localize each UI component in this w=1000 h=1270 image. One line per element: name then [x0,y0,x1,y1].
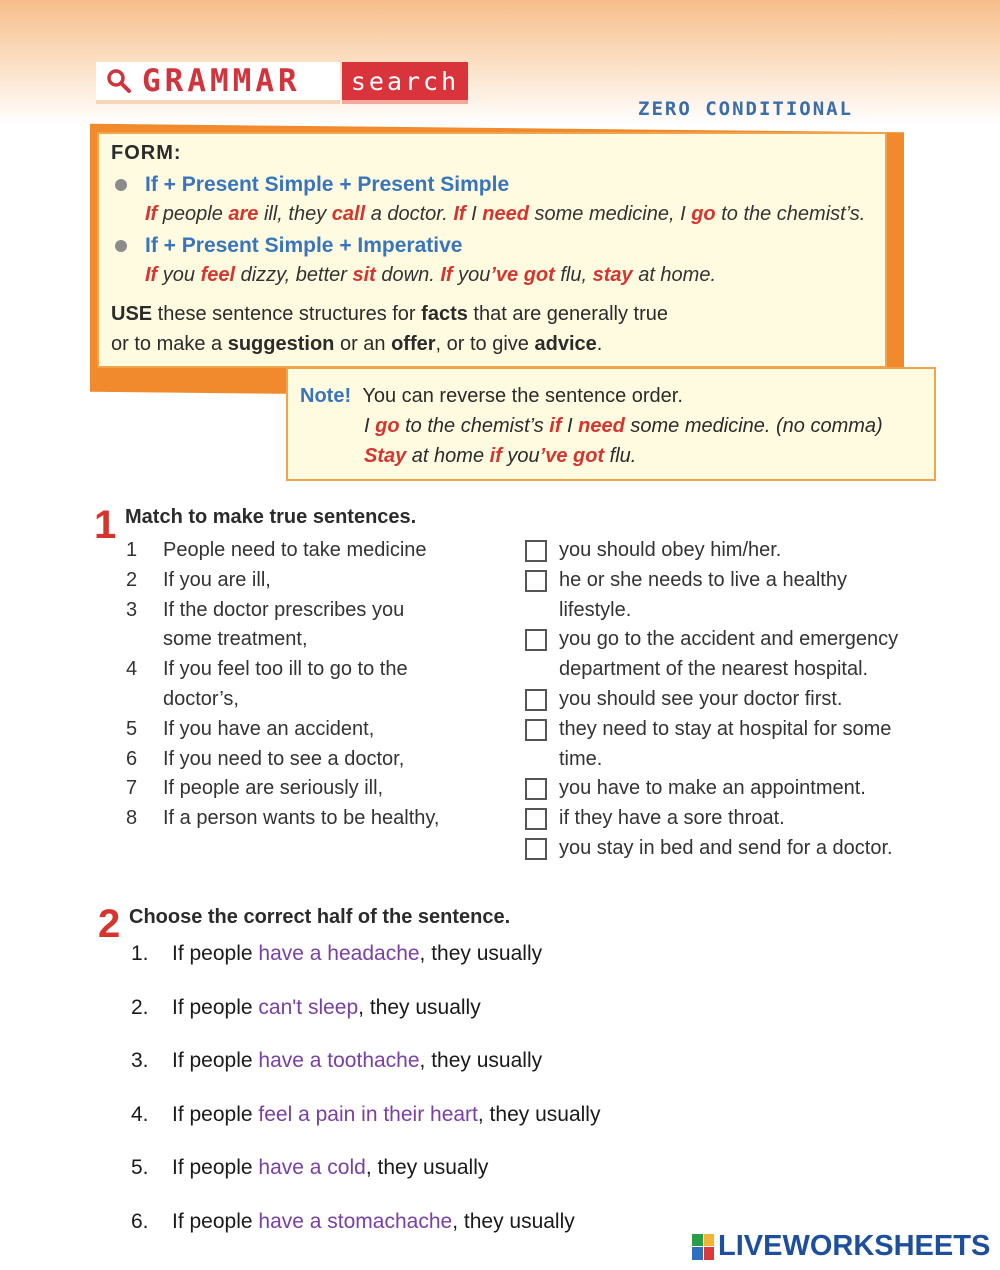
search-word: search [342,62,468,104]
form-formula: If + Present Simple + Imperative [145,234,463,257]
use-text-segment: or an [334,333,392,355]
question-highlight: have a headache [258,942,420,965]
grammar-label-area [96,62,340,104]
use-text-segment: these sentence structures for [152,303,422,325]
item-number: 3 [126,598,138,621]
keyword: stay [592,264,633,286]
item-number [126,685,163,715]
example-text: dizzy, better [235,264,353,286]
keyword: need [578,415,625,437]
question-prefix: If people [172,1209,259,1233]
question-text [172,996,481,1020]
item-text: People need to take medicine [163,539,427,561]
match-right-list [525,536,945,864]
example-text: a doctor. [365,203,454,225]
keyword: If [145,264,158,286]
item-text: if they have a sore throat. [559,807,785,830]
question-number: 1. [131,942,149,965]
question-suffix: , they usually [419,942,543,965]
answer-checkbox[interactable] [525,629,547,651]
use-text-segment: . [596,333,603,355]
question-text [172,1049,542,1073]
keyword: If [453,203,466,225]
question-text [172,1103,600,1127]
keyword: ’ve got [490,264,555,286]
example-text: to the chemist’s [399,415,550,437]
list-item [126,655,496,685]
keyword: go [375,415,400,437]
item-number: 1 [126,539,138,561]
question-prefix: If people [172,995,259,1019]
example-text: ill, they [258,203,332,225]
question-text [172,1210,575,1234]
checkbox-spacer [525,745,559,775]
exercise-2-number: 2 [98,902,121,946]
list-item [126,596,496,626]
item-text: some treatment, [163,628,308,651]
use-keyword: offer [391,333,436,355]
question-item [131,1210,731,1264]
note-example [300,411,922,441]
use-text-segment: that are generally true [467,303,668,325]
list-item [525,566,945,596]
list-item [525,596,945,626]
example-text: flu, [554,264,593,286]
item-number: 8 [126,807,138,830]
keyword: sit [352,264,376,286]
list-item [126,685,496,715]
list-item [525,685,945,715]
exercise-2-title: Choose the correct half of the sentence. [129,906,511,928]
question-highlight: have a stomachache [258,1209,453,1233]
item-text: If the doctor prescribes you [163,598,405,621]
question-suffix: , they usually [358,995,481,1019]
item-text: you should see your doctor first. [559,687,843,710]
note-text: You can reverse the sentence order. [362,385,683,407]
use-keyword: USE [111,303,153,325]
keyword: If [440,264,453,286]
form-formula: If + Present Simple + Present Simple [145,173,510,196]
list-item [525,715,945,745]
item-text: department of the nearest hospital. [559,658,869,681]
keyword: ’ve got [539,445,605,467]
item-text: you go to the accident and emergency [559,628,899,651]
use-keyword: facts [421,303,468,325]
exercise-1-number: 1 [94,503,117,547]
topic-title: ZERO CONDITIONAL [638,98,854,120]
question-highlight: can't sleep [258,995,359,1019]
bullet-icon [115,240,127,252]
item-text: they need to stay at hospital for some [559,717,892,740]
use-keyword: advice [534,333,597,355]
question-text [172,942,542,966]
keyword: if [549,415,562,437]
question-item [131,942,731,996]
choose-question-list [131,942,731,1264]
magnifier-icon [106,68,132,94]
exercise-1-title: Match to make true sentences. [125,506,417,528]
example-text: some medicine. (no comma) [624,415,883,437]
bullet-icon [115,179,127,191]
item-text: you stay in bed and send for a doctor. [559,836,893,859]
example-text: to the chemist’s. [715,203,866,225]
list-item [525,804,945,834]
grammar-search-banner [96,62,468,104]
item-text: If you are ill, [163,568,271,591]
note-box [286,367,936,481]
item-number: 2 [126,568,138,591]
checkbox-spacer [525,596,559,626]
item-text: time. [559,747,603,770]
list-item [126,715,496,745]
question-prefix: If people [172,1156,259,1180]
list-item [525,625,945,655]
use-text-segment: or to make a [111,333,228,355]
note-example [300,441,922,471]
item-text: doctor’s, [163,687,239,710]
form-example [145,264,873,287]
list-item [126,804,496,834]
example-text: you [157,264,201,286]
keyword: call [331,203,366,225]
answer-checkbox[interactable] [525,689,547,711]
question-number: 6. [131,1209,149,1233]
item-text: lifestyle. [559,598,632,621]
keyword: if [489,445,502,467]
list-item [126,774,496,804]
answer-checkbox[interactable] [525,540,547,562]
note-heading: Note! [300,385,352,407]
question-highlight: feel a pain in their heart [258,1102,478,1126]
keyword: feel [200,264,236,286]
question-item [131,1156,731,1210]
item-text: If people are seriously ill, [163,777,384,800]
question-highlight: have a cold [258,1156,366,1180]
question-prefix: If people [172,1102,259,1126]
keyword: Stay [364,445,407,467]
question-item [131,996,731,1050]
question-suffix: , they usually [477,1102,601,1126]
item-text: If a person wants to be healthy, [163,807,440,830]
item-text: you have to make an appointment. [559,777,866,800]
answer-checkbox[interactable] [525,808,547,830]
form-example [145,203,873,226]
example-text: flu. [604,445,637,467]
question-item [131,1049,731,1103]
list-item [525,745,945,775]
keyword: are [228,203,259,225]
example-text: down. [375,264,441,286]
keyword: need [482,203,529,225]
item-text: you should obey him/her. [559,539,782,561]
use-explanation [111,299,873,359]
item-text: If you feel too ill to go to the [163,658,408,681]
list-item [525,774,945,804]
grammar-word: GRAMMAR [142,63,301,99]
item-number [126,625,163,655]
example-text: at home. [632,264,717,286]
form-row [111,173,873,226]
question-item [131,1103,731,1157]
list-item [525,655,945,685]
liveworksheets-text: LIVEWORKSHEETS [718,1230,991,1262]
item-number: 6 [126,747,138,770]
list-item [126,536,496,566]
question-suffix: , they usually [365,1156,489,1180]
question-prefix: If people [172,942,259,965]
item-text: If you need to see a doctor, [163,747,405,770]
example-text: at home [406,445,490,467]
match-left-list [126,536,496,834]
use-text-segment: , or to give [435,333,535,355]
question-prefix: If people [172,1049,259,1073]
liveworksheets-icon [692,1234,714,1260]
item-number: 5 [126,717,138,740]
example-text: some medicine, I [528,203,692,225]
example-text: you [501,445,540,467]
checkbox-spacer [525,655,559,685]
question-suffix: , they usually [419,1049,543,1073]
form-box [97,132,887,368]
question-number: 4. [131,1102,149,1126]
note-intro [300,381,922,411]
question-highlight: have a toothache [258,1049,420,1073]
item-text: he or she needs to live a healthy [559,568,847,591]
list-item [126,745,496,775]
answer-checkbox[interactable] [525,719,547,741]
example-text: I [364,415,376,437]
question-number: 3. [131,1049,149,1073]
keyword: If [145,203,158,225]
form-label: FORM: [111,142,182,164]
question-text [172,1156,488,1180]
list-item [525,834,945,864]
example-text: I [561,415,579,437]
form-row [111,234,873,287]
item-number: 7 [126,777,138,800]
item-text: If you have an accident, [163,717,375,740]
use-keyword: suggestion [227,333,335,355]
example-text: I [465,203,483,225]
example-text: you [452,264,491,286]
answer-checkbox[interactable] [525,778,547,800]
liveworksheets-logo [692,1230,990,1263]
item-number: 4 [126,658,138,681]
list-item [525,536,945,566]
answer-checkbox[interactable] [525,838,547,860]
question-number: 5. [131,1156,149,1180]
question-suffix: , they usually [452,1209,575,1233]
question-number: 2. [131,995,149,1019]
example-text: people [157,203,229,225]
answer-checkbox[interactable] [525,570,547,592]
list-item [126,625,496,655]
list-item [126,566,496,596]
keyword: go [691,203,716,225]
